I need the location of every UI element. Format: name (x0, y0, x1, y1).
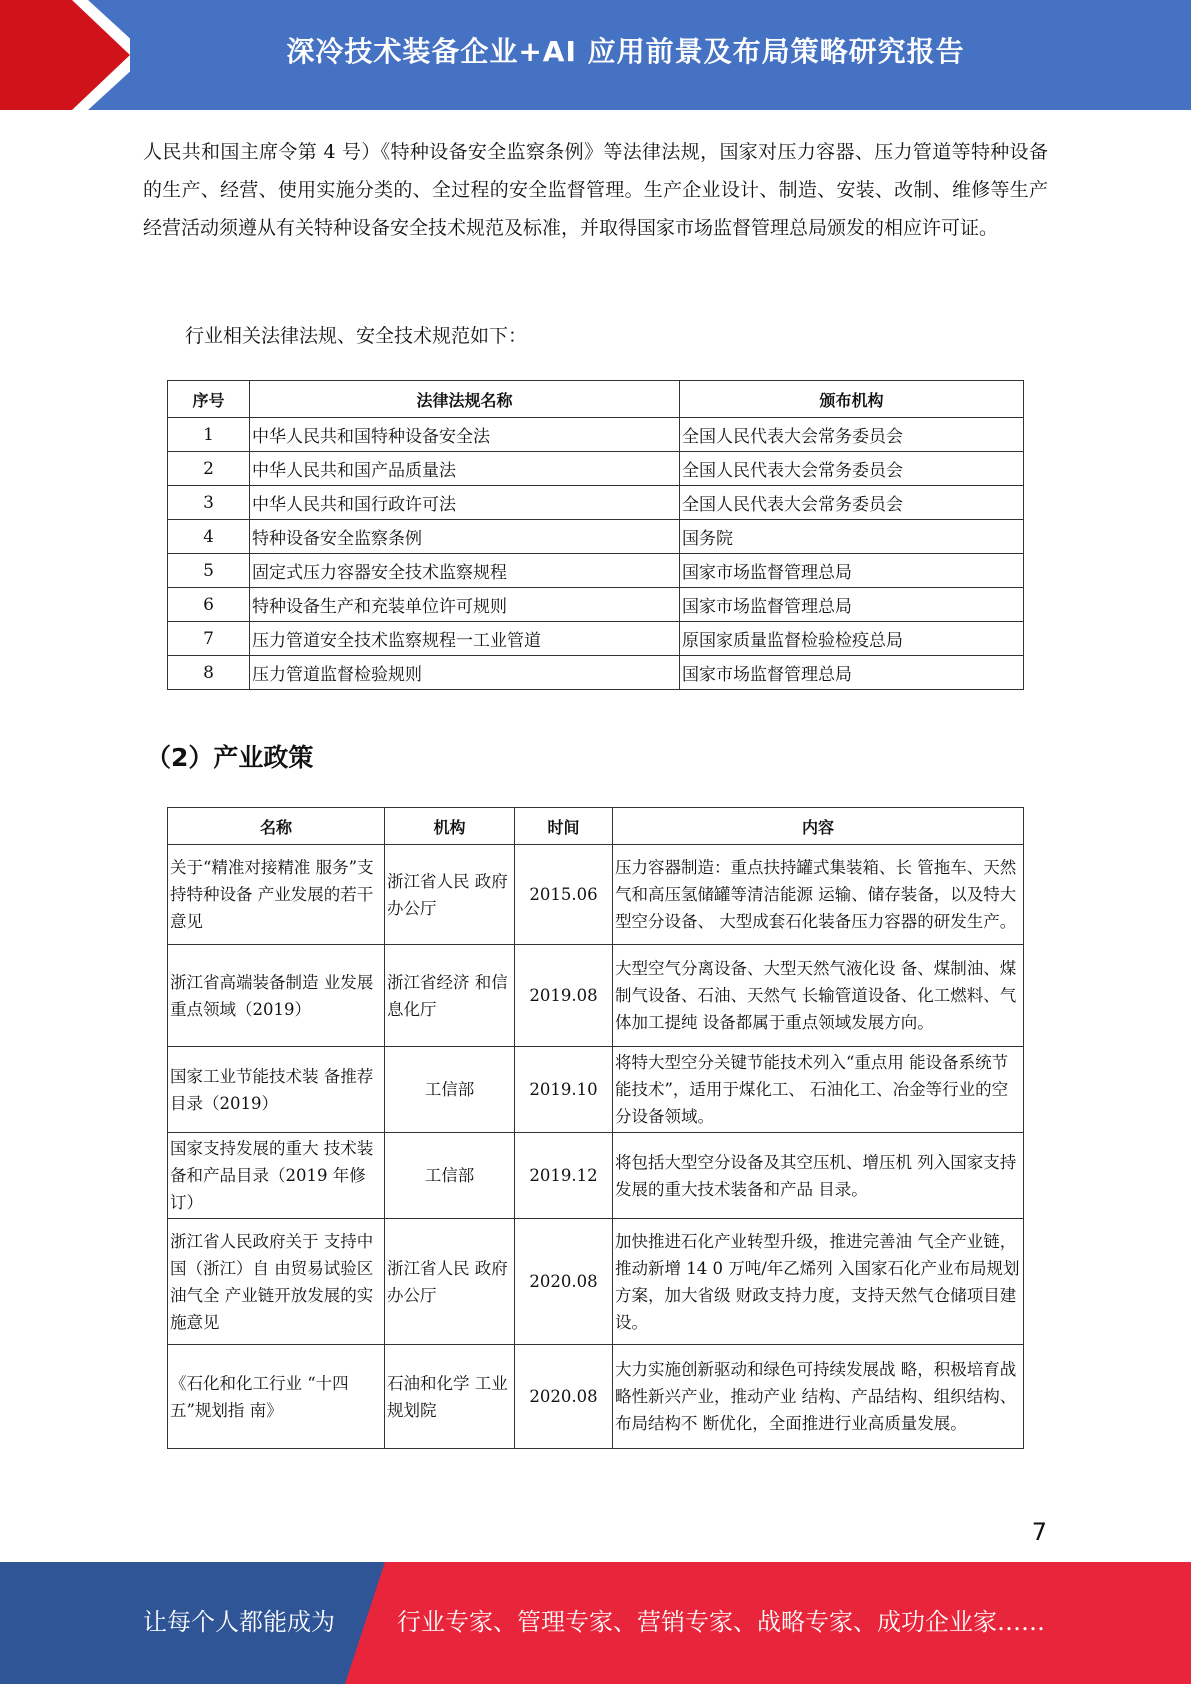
law-issuer-cell: 全国人民代表大会常务委员会 (680, 486, 1024, 520)
law-name-cell: 中华人民共和国特种设备安全法 (250, 418, 680, 452)
law-seq-cell: 1 (168, 418, 250, 452)
header-name: 名称 (168, 808, 385, 845)
policy-agency-cell: 石油和化学 工业规划院 (385, 1345, 515, 1449)
law-name-cell: 压力管道监督检验规则 (250, 656, 680, 690)
table-row (168, 486, 1024, 520)
law-name-cell: 特种设备生产和充装单位许可规则 (250, 588, 680, 622)
policy-table-header (168, 808, 1024, 845)
law-issuer-cell: 全国人民代表大会常务委员会 (680, 418, 1024, 452)
footer-slogan-right: 行业专家、管理专家、营销专家、战略专家、成功企业家…… (397, 1608, 1045, 1636)
page-number: 7 (1031, 1518, 1047, 1546)
table-row (168, 945, 1024, 1047)
section-title: （2）产业政策 (146, 743, 314, 772)
table-row (168, 1133, 1024, 1219)
header-agency: 机构 (385, 808, 515, 845)
table-row (168, 554, 1024, 588)
policy-content-cell: 加快推进石化产业转型升级，推进完善油 气全产业链，推动新增 14 0 万吨/年乙烯列 入国家石化产业布局规划方案，加大省级 财政支持力度，支持天然气仓储项目建 设。 (613, 1219, 1024, 1345)
law-issuer-cell: 国务院 (680, 520, 1024, 554)
policy-time-cell: 2019.12 (515, 1133, 613, 1219)
law-issuer-cell: 国家市场监督管理总局 (680, 656, 1024, 690)
header-content: 内容 (613, 808, 1024, 845)
policy-content-cell: 将包括大型空分设备及其空压机、增压机 列入国家支持发展的重大技术装备和产品 目录。 (613, 1133, 1024, 1219)
table-row (168, 520, 1024, 554)
footer-slogan-left: 让每个人都能成为 (143, 1608, 335, 1636)
policy-name-cell: 国家工业节能技术装 备推荐目录（2019） (168, 1047, 385, 1133)
table-row (168, 588, 1024, 622)
policy-time-cell: 2020.08 (515, 1345, 613, 1449)
table-row (168, 452, 1024, 486)
law-seq-cell: 8 (168, 656, 250, 690)
policy-time-cell: 2015.06 (515, 845, 613, 945)
policy-agency-cell: 浙江省人民 政府办公厅 (385, 845, 515, 945)
table-row (168, 1345, 1024, 1449)
law-issuer-cell: 全国人民代表大会常务委员会 (680, 452, 1024, 486)
policy-content-cell: 将特大型空分关键节能技术列入“重点用 能设备系统节能技术”，适用于煤化工、 石油化工、冶金等行业的空分设备领域。 (613, 1047, 1024, 1133)
header-seq: 序号 (168, 381, 250, 418)
policy-name-cell: 浙江省人民政府关于 支持中国（浙江）自 由贸易试验区油气全 产业链开放发展的实 施意见 (168, 1219, 385, 1345)
law-name-cell: 固定式压力容器安全技术监察规程 (250, 554, 680, 588)
law-seq-cell: 4 (168, 520, 250, 554)
table-row (168, 622, 1024, 656)
law-seq-cell: 5 (168, 554, 250, 588)
policy-name-cell: 浙江省高端装备制造 业发展重点领域（2019） (168, 945, 385, 1047)
law-table-header (168, 381, 1024, 418)
policy-content-cell: 大型空气分离设备、大型天然气液化设 备、煤制油、煤制气设备、石油、天然气 长输管道设备、化工燃料、气体加工提纯 设备都属于重点领域发展方向。 (613, 945, 1024, 1047)
table-row (168, 1219, 1024, 1345)
policy-agency-cell: 浙江省人民 政府办公厅 (385, 1219, 515, 1345)
policy-agency-cell: 工信部 (385, 1133, 515, 1219)
law-issuer-cell: 原国家质量监督检验检疫总局 (680, 622, 1024, 656)
law-name-cell: 中华人民共和国产品质量法 (250, 452, 680, 486)
page-header (0, 0, 1191, 110)
law-seq-cell: 7 (168, 622, 250, 656)
policy-agency-cell: 工信部 (385, 1047, 515, 1133)
law-name-cell: 特种设备安全监察条例 (250, 520, 680, 554)
law-seq-cell: 2 (168, 452, 250, 486)
policy-time-cell: 2020.08 (515, 1219, 613, 1345)
policy-name-cell: 国家支持发展的重大 技术装备和产品目录（2019 年修订） (168, 1133, 385, 1219)
policy-table (167, 807, 1024, 1449)
policy-time-cell: 2019.10 (515, 1047, 613, 1133)
policy-content-cell: 压力容器制造：重点扶持罐式集装箱、长 管拖车、天然气和高压氢储罐等清洁能源 运输、储存装备，以及特大型空分设备、 大型成套石化装备压力容器的研发生产。 (613, 845, 1024, 945)
law-seq-cell: 6 (168, 588, 250, 622)
table-row (168, 656, 1024, 690)
table-row (168, 845, 1024, 945)
law-issuer-cell: 国家市场监督管理总局 (680, 554, 1024, 588)
law-table (167, 380, 1024, 690)
policy-time-cell: 2019.08 (515, 945, 613, 1047)
law-name-cell: 压力管道安全技术监察规程一工业管道 (250, 622, 680, 656)
law-seq-cell: 3 (168, 486, 250, 520)
policy-content-cell: 大力实施创新驱动和绿色可持续发展战 略，积极培育战略性新兴产业，推动产业 结构、产品结构、组织结构、布局结构不 断优化，全面推进行业高质量发展。 (613, 1345, 1024, 1449)
body-paragraph-1: 人民共和国主席令第 4 号）《特种设备安全监察条例》等法律法规，国家对压力容器、压力管道等特种设备的生产、经营、使用实施分类的、全过程的安全监督管理。生产企业设计、制造、安装、改制、维修等生产经营活动须遵从有关特种设备安全技术规范及标准，并取得国家市场监督管理总局颁发的相应许可证。 (143, 141, 1048, 239)
page-footer (0, 1562, 1191, 1684)
header-issuer: 颁布机构 (680, 381, 1024, 418)
law-name-cell: 中华人民共和国行政许可法 (250, 486, 680, 520)
policy-name-cell: 关于“精准对接精准 服务”支持特种设备 产业发展的若干意见 (168, 845, 385, 945)
policy-agency-cell: 浙江省经济 和信息化厅 (385, 945, 515, 1047)
header-time: 时间 (515, 808, 613, 845)
report-title: 深冷技术装备企业+AI 应用前景及布局策略研究报告 (286, 35, 965, 68)
table-row (168, 418, 1024, 452)
law-issuer-cell: 国家市场监督管理总局 (680, 588, 1024, 622)
header-law-name: 法律法规名称 (250, 381, 680, 418)
policy-name-cell: 《石化和化工行业 “十四五”规划指 南》 (168, 1345, 385, 1449)
body-paragraph-2: 行业相关法律法规、安全技术规范如下： (185, 325, 528, 347)
table-row (168, 1047, 1024, 1133)
